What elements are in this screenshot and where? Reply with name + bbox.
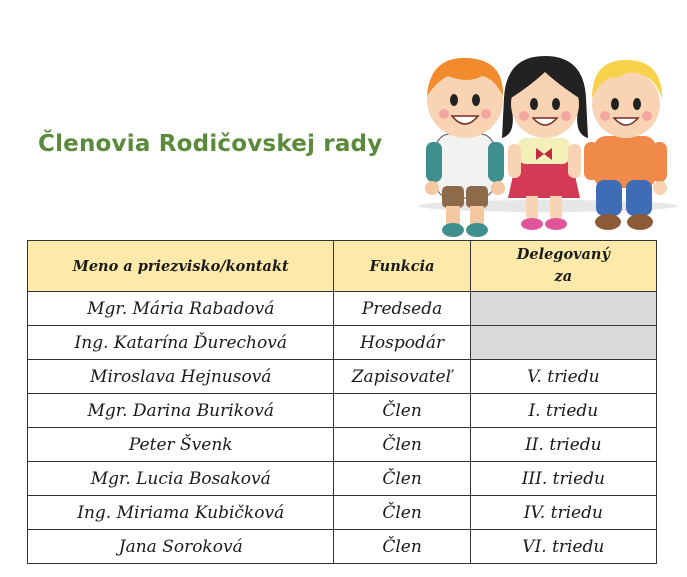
cell-name: Miroslava Hejnusová — [28, 360, 334, 394]
cell-role: Člen — [334, 394, 470, 428]
table-row — [28, 292, 657, 326]
cell-name: Ing. Katarína Ďurechová — [28, 326, 334, 360]
three-children-sitting-illustration — [408, 38, 687, 243]
cell-delegated: V. triedu — [470, 360, 656, 394]
cell-name: Mgr. Lucia Bosaková — [28, 462, 334, 496]
council-members-table — [27, 240, 657, 564]
table-row — [28, 360, 657, 394]
page-title: Členovia Rodičovskej rady — [38, 131, 383, 157]
cell-delegated: VI. triedu — [470, 530, 656, 564]
cell-role: Hospodár — [334, 326, 470, 360]
header-role: Funkcia — [334, 241, 470, 292]
cell-role: Zapisovateľ — [334, 360, 470, 394]
cell-role: Predseda — [334, 292, 470, 326]
cell-name: Mgr. Mária Rabadová — [28, 292, 334, 326]
cell-delegated: III. triedu — [470, 462, 656, 496]
table-header-row — [28, 241, 657, 292]
cell-name: Peter Švenk — [28, 428, 334, 462]
table-row — [28, 496, 657, 530]
cell-delegated — [470, 326, 656, 360]
table-row — [28, 326, 657, 360]
table-row — [28, 462, 657, 496]
cell-role: Člen — [334, 496, 470, 530]
header-delegated-line2: za — [554, 268, 573, 285]
cell-role: Člen — [334, 462, 470, 496]
cell-name: Mgr. Darina Buriková — [28, 394, 334, 428]
table-row — [28, 530, 657, 564]
cell-delegated: I. triedu — [470, 394, 656, 428]
cell-role: Člen — [334, 428, 470, 462]
cell-delegated: II. triedu — [470, 428, 656, 462]
cell-name: Jana Soroková — [28, 530, 334, 564]
cell-name: Ing. Miriama Kubičková — [28, 496, 334, 530]
table-row — [28, 394, 657, 428]
header-delegated — [470, 241, 656, 292]
header-delegated-line1: Delegovaný — [516, 246, 610, 263]
cell-delegated — [470, 292, 656, 326]
header-name: Meno a priezvisko/kontakt — [28, 241, 334, 292]
cell-role: Člen — [334, 530, 470, 564]
table-row — [28, 428, 657, 462]
cell-delegated: IV. triedu — [470, 496, 656, 530]
